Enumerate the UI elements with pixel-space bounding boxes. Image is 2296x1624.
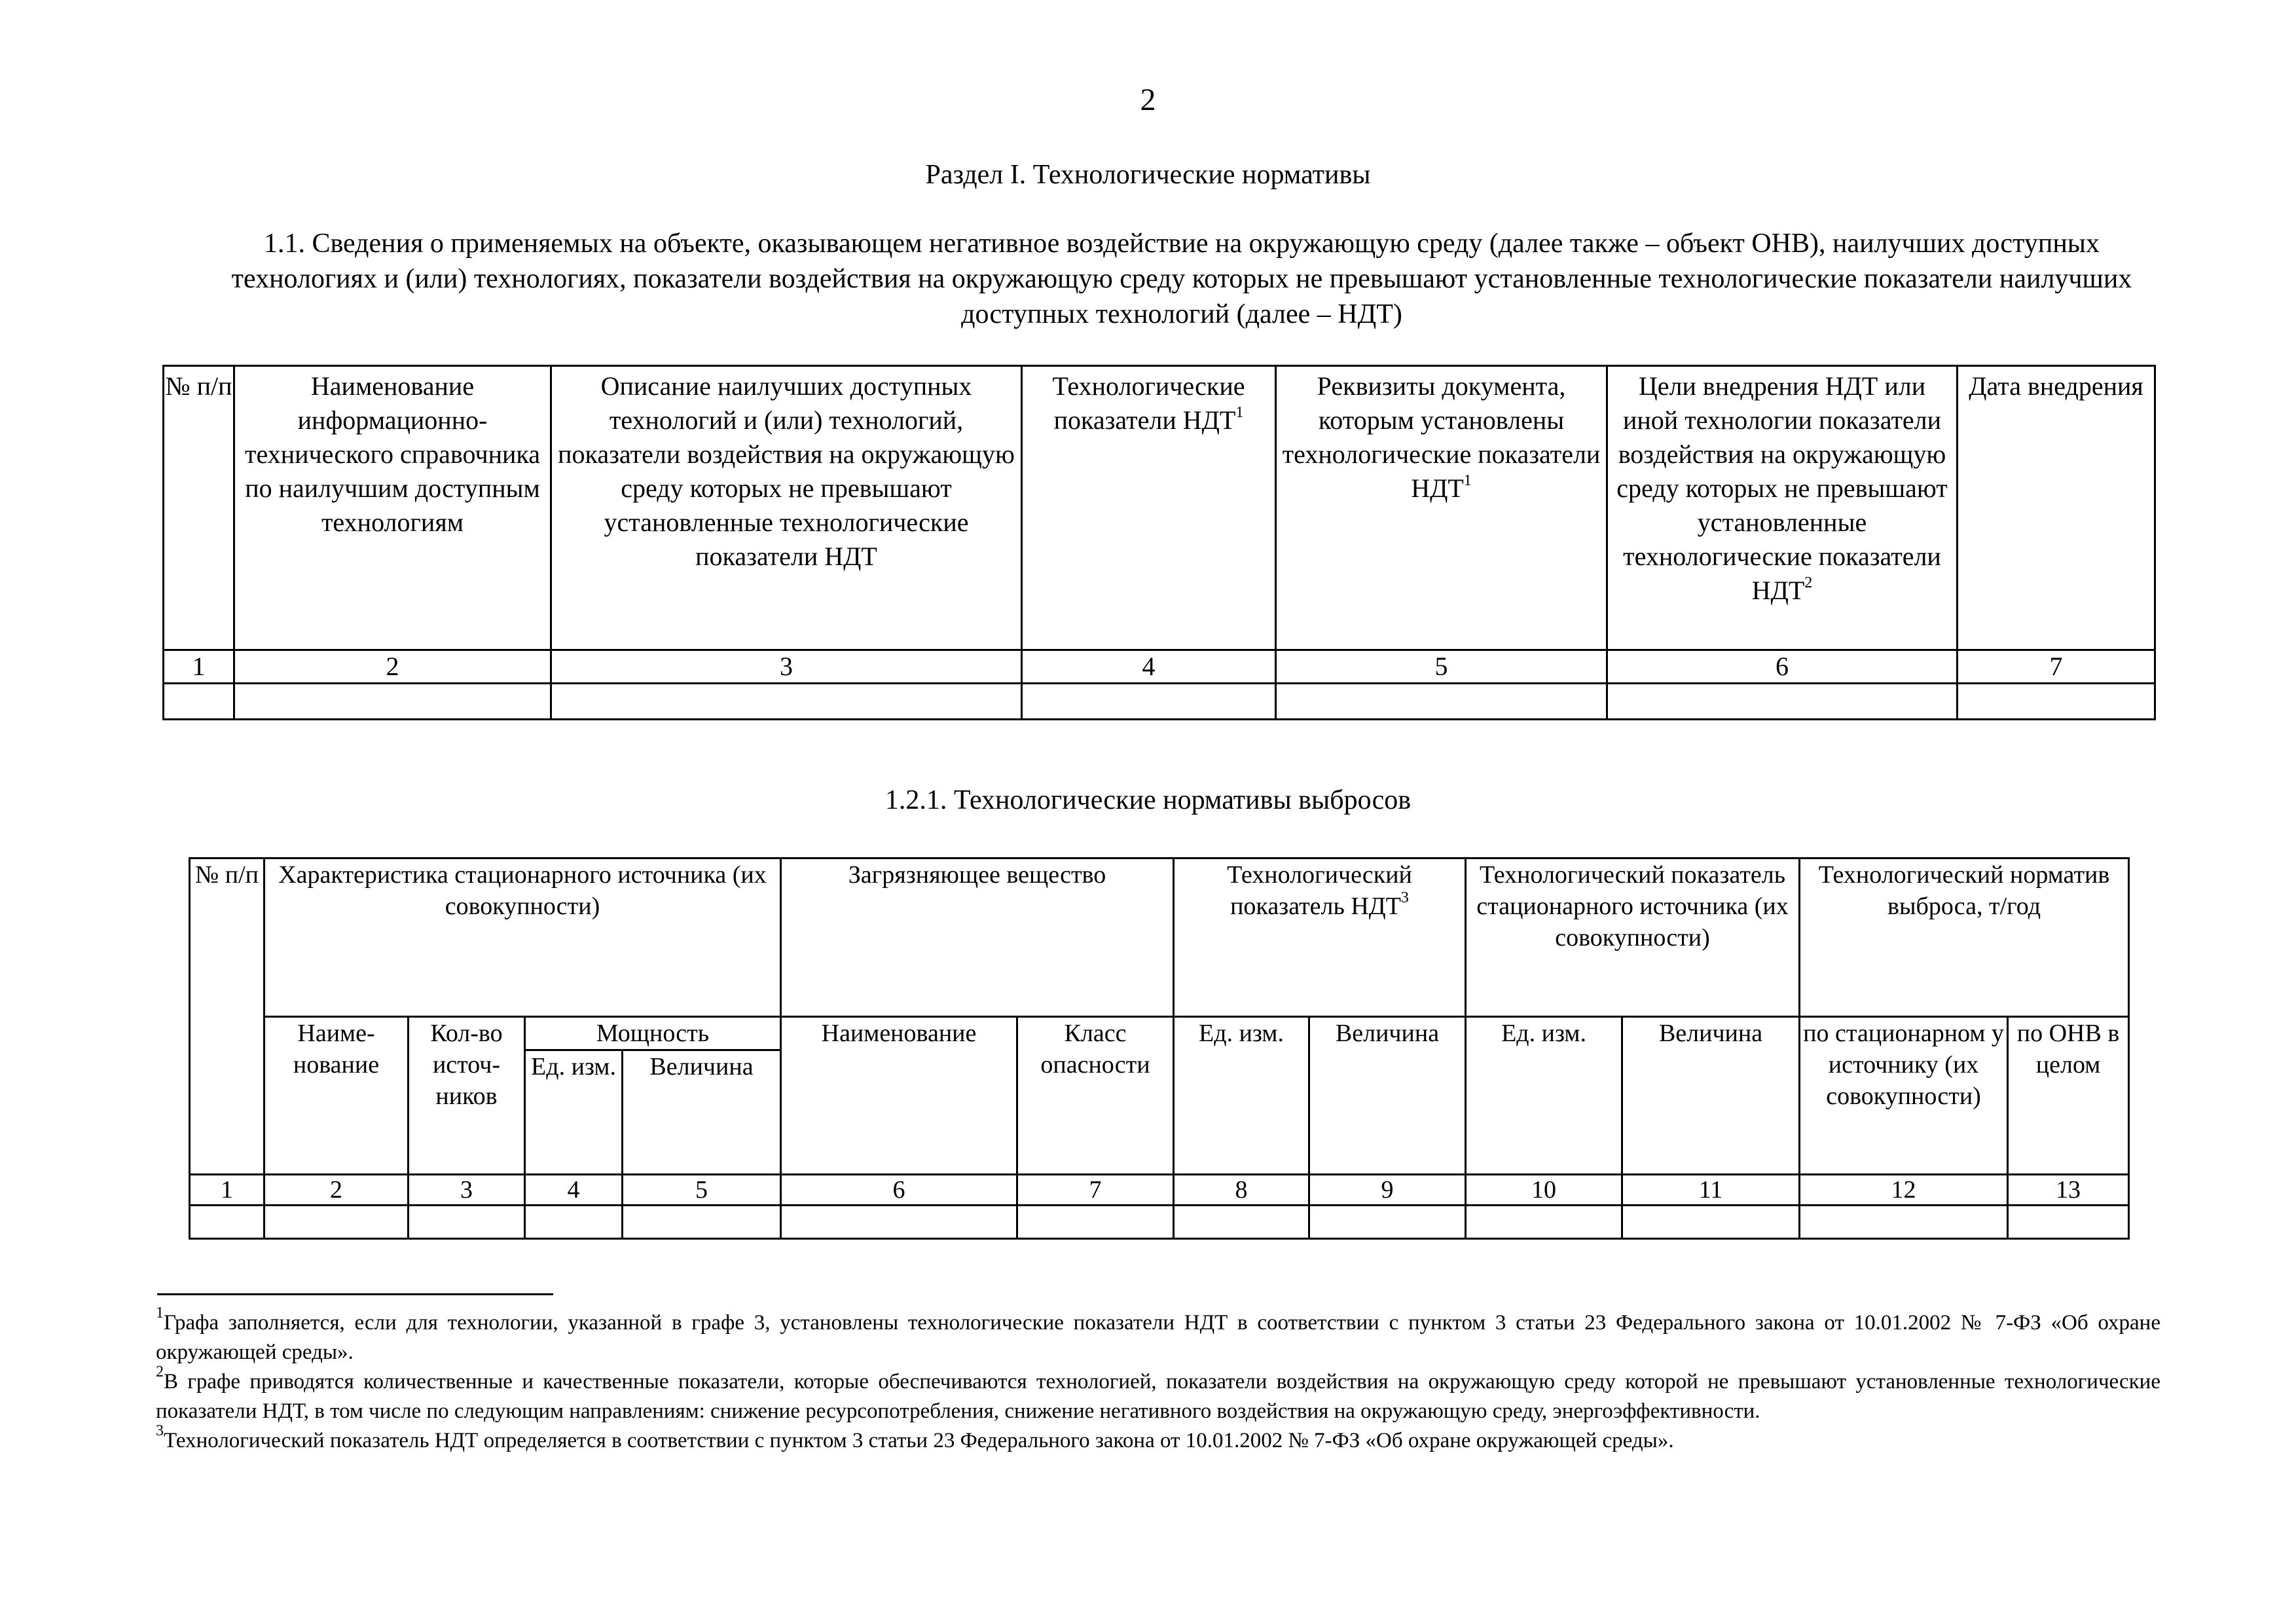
col-header-goals: Цели внедрения НДТ или иной технологии показатели воздействия на окружающую среду которых не превышают установленные технологические показатели НДТ$^2$	[1607, 366, 1958, 650]
empty-cell[interactable]	[551, 684, 1022, 720]
column-number: 7	[1958, 650, 2155, 684]
ndt-table	[162, 365, 2156, 720]
col-header-document: Реквизиты документа, которым установлены технологические показатели НДТ$^1$	[1276, 366, 1607, 650]
empty-data-row	[164, 684, 2155, 720]
column-number: 13	[2008, 1175, 2129, 1206]
column-number: 6	[1607, 650, 1958, 684]
column-number: 9	[1309, 1175, 1466, 1206]
subheader-ndt-value: Величина	[1309, 1017, 1466, 1175]
column-number: 3	[409, 1175, 525, 1206]
col-header-norm: Технологический норматив выброса, т/год	[1800, 858, 2129, 1017]
empty-cell[interactable]	[1276, 684, 1607, 720]
column-number: 2	[234, 650, 551, 684]
empty-cell[interactable]	[1309, 1206, 1466, 1239]
subheader-ndt-unit: Ед. изм.	[1174, 1017, 1309, 1175]
column-number: 1	[164, 650, 234, 684]
subheader-by-source: по стационарном у источнику (их совокупности)	[1800, 1017, 2008, 1175]
empty-cell[interactable]	[190, 1206, 264, 1239]
footnote-ref: 2	[1804, 574, 1813, 591]
col-header-handbook: Наименование информационно-технического справочника по наилучшим доступным технологиям	[234, 366, 551, 650]
col-header-source: Характеристика стационарного источника (их совокупности)	[264, 858, 781, 1017]
footnotes	[156, 1304, 2160, 1456]
subheader-count: Кол-во источ-ников	[409, 1017, 525, 1175]
empty-cell[interactable]	[234, 684, 551, 720]
column-number: 2	[264, 1175, 409, 1206]
footnote-ref: 3	[1400, 889, 1409, 906]
empty-cell[interactable]	[1174, 1206, 1309, 1239]
subheader-hazard-class: Класс опасности	[1017, 1017, 1174, 1175]
column-number: 4	[525, 1175, 623, 1206]
empty-cell[interactable]	[264, 1206, 409, 1239]
col-header-date: Дата внедрения	[1958, 366, 2155, 650]
empty-cell[interactable]	[1017, 1206, 1174, 1239]
empty-cell[interactable]	[1466, 1206, 1622, 1239]
column-number: 8	[1174, 1175, 1309, 1206]
footnote-ref: 1	[1463, 472, 1472, 489]
subheader-power: Мощность	[525, 1017, 781, 1050]
col-header-indicators: Технологические показатели НДТ$^1$	[1022, 366, 1276, 650]
intro-paragraph: 1.1. Сведения о применяемых на объекте, оказывающем негативное воздействие на окружающую среду (далее также – объект ОНВ), наилучших доступных технологиях и (или) технологиях, показатели воздействия на окружающую среду которых не превышают установленные технологические показатели наилучших доступных технологий (далее – НДТ)	[231, 229, 2132, 329]
column-number: 4	[1022, 650, 1276, 684]
subheader-pollutant-name: Наименование	[781, 1017, 1017, 1175]
column-number: 5	[623, 1175, 781, 1206]
empty-cell[interactable]	[1022, 684, 1276, 720]
column-number: 5	[1276, 650, 1607, 684]
footnote-divider	[157, 1293, 553, 1295]
column-number: 1	[190, 1175, 264, 1206]
subheader-name: Наиме-нование	[264, 1017, 409, 1175]
empty-cell[interactable]	[1800, 1206, 2008, 1239]
col-header-num: № п/п	[190, 858, 264, 1175]
subheader-power-value: Величина	[623, 1050, 781, 1175]
column-number: 11	[1622, 1175, 1800, 1206]
empty-cell[interactable]	[623, 1206, 781, 1239]
col-header-ndt-indicator: Технологический показатель НДТ$^3$	[1174, 858, 1466, 1017]
empty-cell[interactable]	[1958, 684, 2155, 720]
column-number: 10	[1466, 1175, 1622, 1206]
footnote-1: $^1$Графа заполняется, если для технологии, указанной в графе 3, установлены технологические показатели НДТ в соответствии с пунктом 3 статьи 23 Федерального закона от 10.01.2002 № 7-ФЗ «Об охране окружающей среды».	[156, 1304, 2160, 1364]
column-number-row	[190, 1175, 2129, 1206]
empty-cell[interactable]	[164, 684, 234, 720]
empty-cell[interactable]	[2008, 1206, 2129, 1239]
col-header-source-indicator: Технологический показатель стационарного источника (их совокупности)	[1466, 858, 1800, 1017]
footnote-3: $^3$Технологический показатель НДТ определяется в соответствии с пунктом 3 статьи 23 Федерального закона от 10.01.2002 № 7-ФЗ «Об охране окружающей среды».	[156, 1422, 1674, 1452]
section-title: Раздел I. Технологические нормативы	[925, 160, 1371, 190]
col-header-description: Описание наилучших доступных технологий и (или) технологий, показатели воздействия на окружающую среду которых не превышают установленные технологические показатели НДТ	[551, 366, 1022, 650]
column-number: 3	[551, 650, 1022, 684]
footnote-ref: 1	[1235, 404, 1244, 421]
col-header-num: № п/п	[164, 366, 234, 650]
emissions-table	[189, 857, 2130, 1240]
empty-cell[interactable]	[1607, 684, 1958, 720]
subheader-by-onv: по ОНВ в целом	[2008, 1017, 2129, 1175]
subheader-source-value: Величина	[1622, 1017, 1800, 1175]
col-header-pollutant: Загрязняющее вещество	[781, 858, 1174, 1017]
footnote-2: $^2$В графе приводятся количественные и качественные показатели, которые обеспечиваются технологией, показатели воздействия на окружающую среду которой не превышают установленные технологические показатели НДТ, в том числе по следующим направлениям: снижение ресурсопотребления, снижение негативного воздействия на окружающую среду, энергоэффективности.	[156, 1363, 2160, 1423]
subheader-source-unit: Ед. изм.	[1466, 1017, 1622, 1175]
column-number: 6	[781, 1175, 1017, 1206]
empty-cell[interactable]	[525, 1206, 623, 1239]
empty-cell[interactable]	[409, 1206, 525, 1239]
column-number-row	[164, 650, 2155, 684]
table-header-row	[164, 366, 2155, 650]
empty-cell[interactable]	[781, 1206, 1017, 1239]
empty-cell[interactable]	[1622, 1206, 1800, 1239]
subheader-power-unit: Ед. изм.	[525, 1050, 623, 1175]
table-title: 1.2.1. Технологические нормативы выбросов	[884, 785, 1412, 815]
page-number: 2	[1140, 83, 1156, 117]
column-number: 7	[1017, 1175, 1174, 1206]
column-number: 12	[1800, 1175, 2008, 1206]
empty-data-row	[190, 1206, 2129, 1239]
